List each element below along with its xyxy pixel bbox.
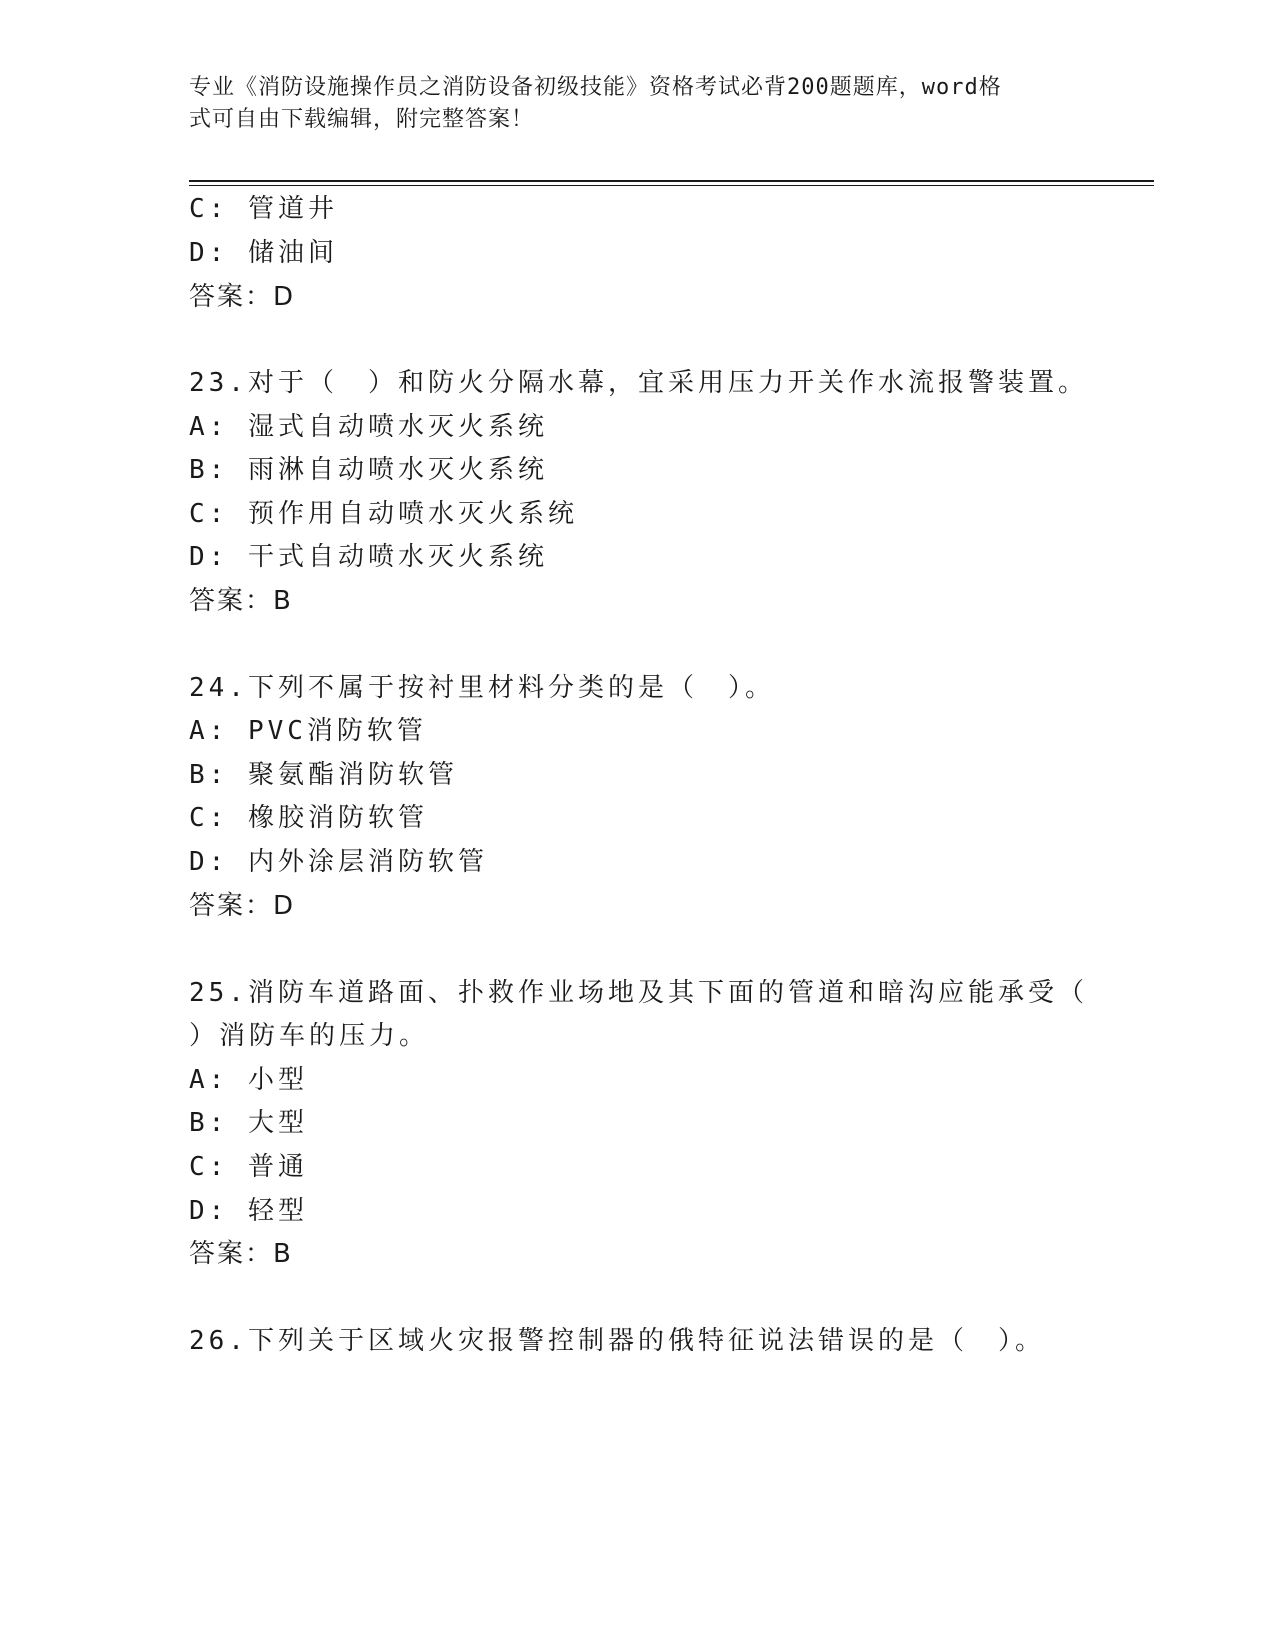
q23-option-d: D: 干式自动喷水灭火系统 — [189, 542, 548, 572]
q23-answer: 答案：B — [189, 586, 293, 616]
header-line-2: 式可自由下载编辑，附完整答案！ — [189, 107, 535, 132]
header-divider-thick — [189, 180, 1154, 182]
q24-option-c: C: 橡胶消防软管 — [189, 803, 428, 833]
q22-option-c: C: 管道井 — [189, 194, 338, 224]
q22-answer: 答案：D — [189, 282, 296, 312]
q25-answer: 答案：B — [189, 1239, 293, 1269]
q23-option-b: B: 雨淋自动喷水灭火系统 — [189, 455, 548, 485]
q23-question: 23.对于（ ）和防火分隔水幕，宜采用压力开关作水流报警装置。 — [189, 368, 1088, 398]
q24-option-a: A: PVC消防软管 — [189, 716, 427, 746]
q24-answer: 答案：D — [189, 891, 296, 921]
q25-question-line-1: 25.消防车道路面、扑救作业场地及其下面的管道和暗沟应能承受（ — [189, 978, 1088, 1008]
q25-option-d: D: 轻型 — [189, 1196, 308, 1226]
q26-question: 26.下列关于区域火灾报警控制器的俄特征说法错误的是（ ）。 — [189, 1326, 1045, 1356]
q24-question: 24.下列不属于按衬里材料分类的是（ ）。 — [189, 673, 775, 703]
q25-option-a: A: 小型 — [189, 1065, 308, 1095]
header-line-1: 专业《消防设施操作员之消防设备初级技能》资格考试必背200题题库，word格 — [189, 75, 1002, 100]
q22-option-d: D: 储油间 — [189, 238, 338, 268]
q23-option-a: A: 湿式自动喷水灭火系统 — [189, 412, 548, 442]
q25-option-c: C: 普通 — [189, 1152, 308, 1182]
q24-option-d: D: 内外涂层消防软管 — [189, 847, 488, 877]
q23-option-c: C: 预作用自动喷水灭火系统 — [189, 499, 578, 529]
q25-option-b: B: 大型 — [189, 1108, 308, 1138]
header-divider-thin — [189, 185, 1154, 186]
q25-question-line-2: ）消防车的压力。 — [189, 1021, 430, 1051]
q24-option-b: B: 聚氨酯消防软管 — [189, 760, 458, 790]
document-header — [189, 72, 1089, 136]
